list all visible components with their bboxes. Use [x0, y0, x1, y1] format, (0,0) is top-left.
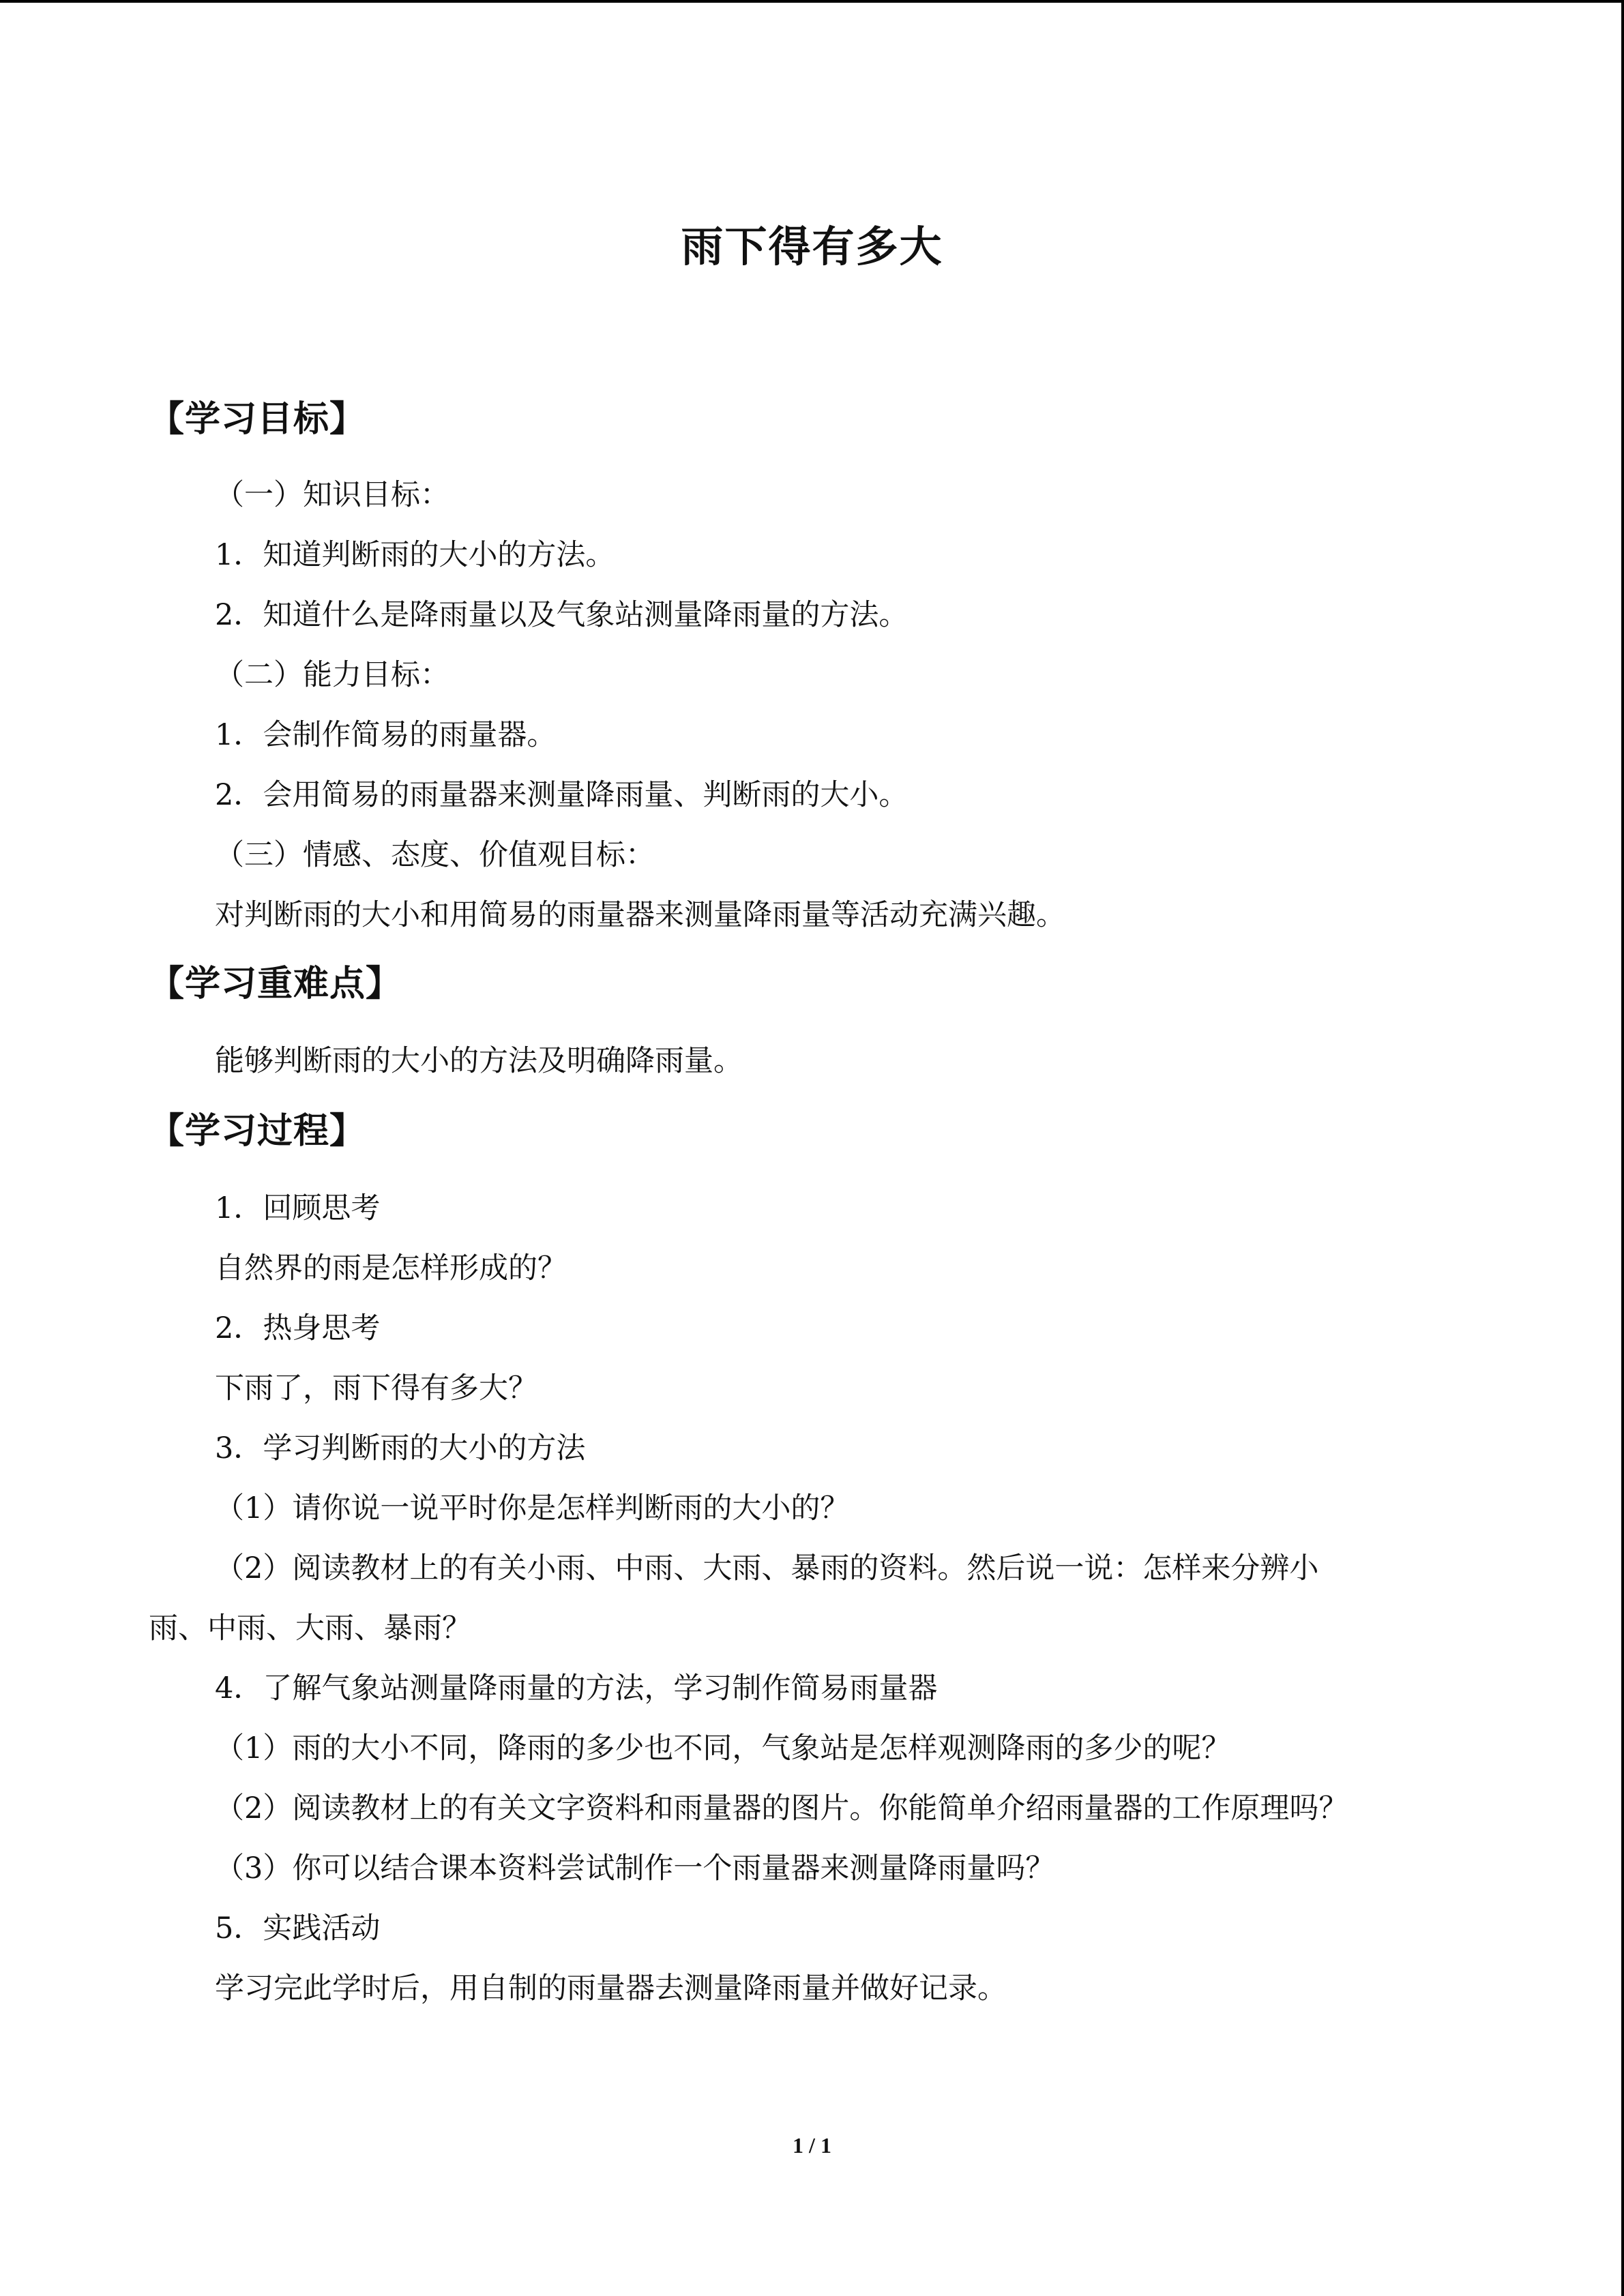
process-line: 4．了解气象站测量降雨量的方法，学习制作简易雨量器	[215, 1671, 938, 1705]
process-line: （1）雨的大小不同，降雨的多少也不同，气象站是怎样观测降雨的多少的呢？	[215, 1731, 1231, 1765]
key-point-line: 能够判断雨的大小的方法及明确降雨量。	[215, 1044, 743, 1078]
objective-line: （三）情感、态度、价值观目标：	[215, 838, 655, 872]
process-line: 学习完此学时后，用自制的雨量器去测量降雨量并做好记录。	[215, 1971, 1007, 2006]
page-border-top	[0, 0, 1624, 3]
section-heading-key-points: 【学习重难点】	[149, 964, 402, 1004]
objective-line: 1．知道判断雨的大小的方法。	[215, 538, 615, 572]
objective-line: 2．知道什么是降雨量以及气象站测量降雨量的方法。	[215, 598, 909, 632]
page-border-right	[1621, 0, 1624, 2296]
process-line: 5．实践活动	[215, 1911, 381, 1945]
process-line: （1）请你说一说平时你是怎样判断雨的大小的？	[215, 1491, 850, 1525]
process-line: 1．回顾思考	[215, 1191, 381, 1225]
process-line: （2）阅读教材上的有关小雨、中雨、大雨、暴雨的资料。然后说一说：怎样来分辨小	[215, 1551, 1319, 1585]
process-line: （3）你可以结合课本资料尝试制作一个雨量器来测量降雨量吗？	[215, 1851, 1055, 1885]
section-heading-process: 【学习过程】	[149, 1111, 366, 1152]
section-heading-objectives: 【学习目标】	[149, 399, 366, 440]
document-title: 雨下得有多大	[681, 222, 943, 271]
objective-line: （一）知识目标：	[215, 478, 449, 512]
objective-line: 2．会用简易的雨量器来测量降雨量、判断雨的大小。	[215, 778, 909, 812]
process-line: 下雨了，雨下得有多大？	[215, 1371, 537, 1405]
objective-line: （二）能力目标：	[215, 658, 449, 692]
process-line: 3．学习判断雨的大小的方法	[215, 1431, 586, 1465]
process-line: 雨、中雨、大雨、暴雨？	[149, 1611, 471, 1645]
page-number: 1 / 1	[793, 2133, 831, 2158]
process-line: （2）阅读教材上的有关文字资料和雨量器的图片。你能简单介绍雨量器的工作原理吗？	[215, 1791, 1348, 1825]
process-line: 2．热身思考	[215, 1311, 381, 1345]
objective-line: 1．会制作简易的雨量器。	[215, 718, 557, 752]
process-line: 自然界的雨是怎样形成的？	[215, 1251, 567, 1285]
objective-line: 对判断雨的大小和用简易的雨量器来测量降雨量等活动充满兴趣。	[215, 898, 1065, 932]
